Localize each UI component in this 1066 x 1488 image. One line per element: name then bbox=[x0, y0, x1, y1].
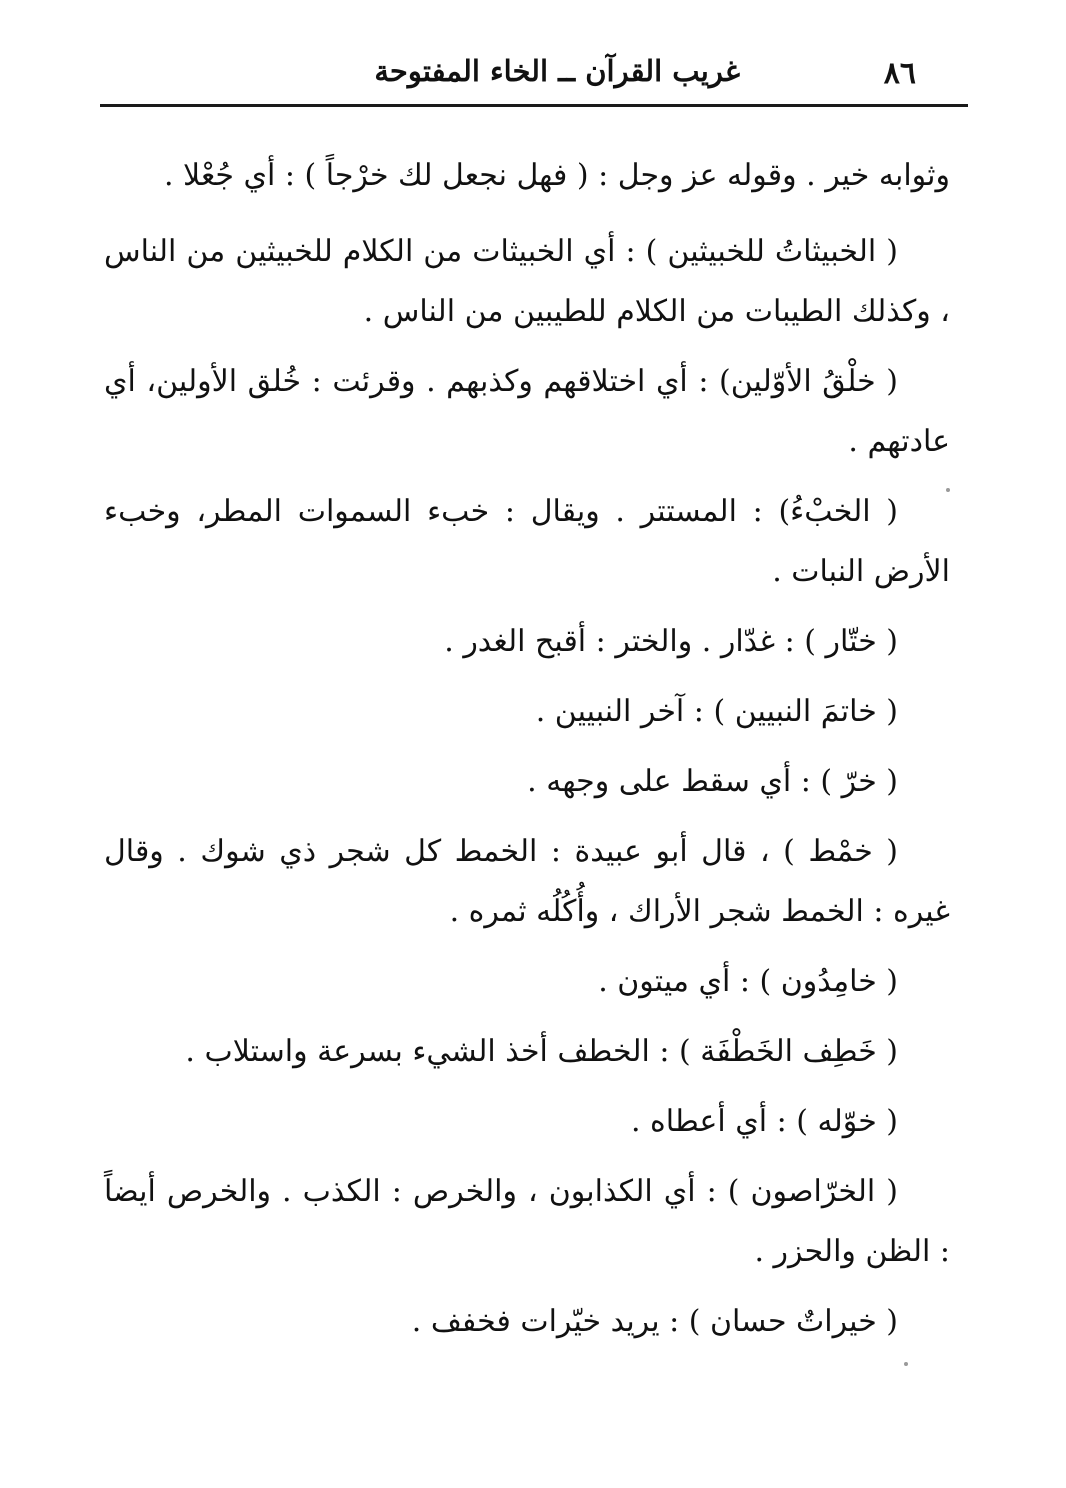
glossary-entry: ( خَطِف الخَطْفَة ) : الخطف أخذ الشيء بسرعة واستلاب . bbox=[185, 1034, 898, 1069]
header-divider bbox=[100, 104, 968, 107]
glossary-entry: ( خلْقُ الأوّلين) : أي اختلاقهم وكذبهم . وقرئت : خُلق الأولين، أي عادتهم . bbox=[104, 364, 950, 459]
glossary-entry: ( خيراتٌ حسان ) : يريد خيّرات فخفف . bbox=[411, 1304, 898, 1339]
page-header bbox=[100, 48, 968, 96]
glossary-entry: ( الخبْءُ) : المستتر . ويقال : خبء السموات المطر، وخبء الأرض النبات . bbox=[104, 494, 950, 589]
glossary-entry: ( خوّله ) : أي أعطاه . bbox=[630, 1104, 898, 1139]
glossary-entry: ( الخبيثاتُ للخبيثين ) : أي الخبيثات من الكلام للخبيثين من الناس ، وكذلك الطيبات من الكلام للطيبين من الناس . bbox=[104, 234, 950, 329]
scan-speck bbox=[904, 1362, 908, 1366]
glossary-entry: وثوابه خير . وقوله عز وجل : ( فهل نجعل لك خرْجاً ) : أي جُعْلا . bbox=[163, 158, 950, 193]
glossary-entry: ( خرّ ) : أي سقط على وجهه . bbox=[527, 764, 898, 799]
page-number: ٨٦ bbox=[883, 56, 916, 91]
glossary-entry: ( الخرّاصون ) : أي الكذابون ، والخرص : الكذب . والخرص أيضاً : الظن والحزر . bbox=[104, 1174, 950, 1269]
glossary-body bbox=[104, 146, 950, 1358]
glossary-entry: ( خامِدُون ) : أي ميتون . bbox=[598, 964, 898, 999]
scan-speck bbox=[946, 488, 950, 492]
glossary-entry: ( خاتمَ النبيين ) : آخر النبيين . bbox=[535, 694, 898, 729]
glossary-entry: ( ختّار ) : غدّار . والختر : أقبح الغدر . bbox=[444, 624, 898, 659]
running-title: غريب القرآن ــ الخاء المفتوحة bbox=[374, 54, 740, 88]
glossary-entry: ( خمْط ) ، قال أبو عبيدة : الخمط كل شجر ذي شوك . وقال غيره : الخمط شجر الأراك ، وأُكُلُه ثمره . bbox=[104, 834, 950, 929]
